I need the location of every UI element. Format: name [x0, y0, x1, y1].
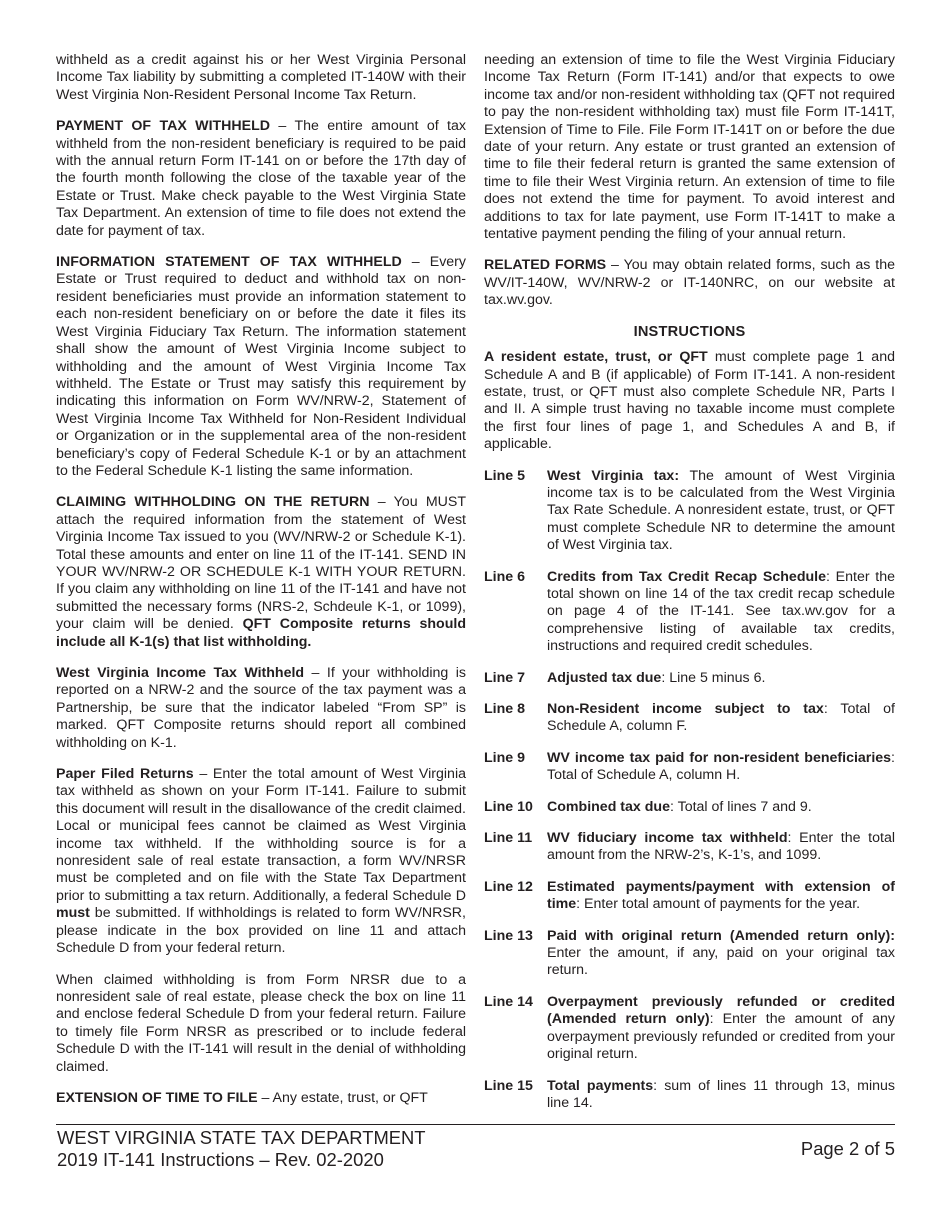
line-item: [484, 928, 895, 980]
line-label: Line 13: [484, 927, 533, 944]
line-body: [547, 928, 895, 980]
line-body: [547, 994, 895, 1064]
line-text: Enter the amount, if any, paid on your original tax return.: [547, 945, 895, 979]
line-title: Total payments: [547, 1077, 654, 1094]
nrsr-withholding-paragraph: When claimed withholding is from Form NRSR due to a nonresident sale of real estate, please check the box on line 11 and enclose federal Schedule D from your federal return. Failure to timely file Form NRSR as prescribed or to include federal Schedule D with the IT-141 will result in the denial of withholding claimed.: [56, 971, 466, 1075]
information-statement-heading: INFORMATION STATEMENT OF TAX WITHHELD: [56, 254, 402, 271]
line-label: Line 10: [484, 798, 533, 815]
line-title: Paid with original return (Amended return only):: [547, 927, 895, 944]
related-forms-heading: RELATED FORMS: [484, 257, 607, 274]
extension-continued-paragraph: needing an extension of time to file the West Virginia Fiduciary Income Tax Return (Form IT-141) and/or that expects to owe income tax and/or non-resident withholding tax (QFT not required to pay the non-resident withholding tax) must file Form IT-141T, Extension of Time to File. File Form IT-141T on or before the due date of your return. Any estate or trust granted an extension of time to file their federal return is granted the same extension of time to file their West Virginia return. An extension of time to file does not extend the time for payment. To avoid interest and additions to tax for late payment, use Form IT-141T to make a tentative payment pending the filing of your annual return.: [484, 52, 895, 243]
line-item: [484, 879, 895, 914]
instructions-heading: INSTRUCTIONS: [633, 323, 746, 340]
page-number: Page 2 of 5: [800, 1138, 895, 1159]
line-text: : Enter total amount of payments for the year.: [576, 896, 861, 913]
line-title: WV fiduciary income tax withheld: [547, 830, 788, 847]
line-title: Combined tax due: [547, 798, 670, 815]
line-item: [484, 468, 895, 555]
extension-of-time-text: – Any estate, trust, or QFT: [257, 1089, 428, 1106]
extension-of-time-paragraph: [56, 1090, 466, 1107]
line-body: [547, 1078, 895, 1113]
line-label: Line 5: [484, 467, 525, 484]
related-forms-paragraph: [484, 257, 895, 309]
line-text: : sum of lines 11 through 13, minus line 14.: [547, 1077, 895, 1111]
line-title: WV income tax paid for non-resident beneficiaries: [547, 749, 892, 766]
line-label: Line 14: [484, 993, 533, 1010]
right-column: [484, 52, 895, 1126]
wv-income-tax-withheld-heading: West Virginia Income Tax Withheld: [56, 665, 305, 681]
claiming-withholding-note: QFT Composite returns should include all K-1(s) that list withholding.: [56, 616, 466, 650]
line-body: [547, 670, 895, 687]
line-text: : Total of Schedule A, column H.: [547, 749, 895, 784]
left-column: [56, 52, 466, 1121]
line-title: Estimated payments/payment with extension of time: [547, 878, 895, 913]
line-title: Adjusted tax due: [547, 669, 662, 686]
line-body: [547, 879, 895, 914]
paper-filed-returns-must: must: [56, 905, 90, 922]
line-item: [484, 670, 895, 687]
line-item: [484, 1078, 895, 1113]
related-forms-text: – You may obtain related forms, such as the WV/IT-140W, WV/NRW-2 or IT-140NRC, on our website at tax.wv.gov.: [484, 257, 895, 309]
footer-left: [57, 1127, 426, 1171]
line-label: Line 9: [484, 749, 525, 766]
line-body: [547, 830, 895, 865]
wv-income-tax-withheld-text: – If your withholding is reported on a NRW-2 and the source of the tax payment was a Partnership, be sure that the indicator labeled “From SP” is marked. QFT Composite returns should report all combined withholding on K-1.: [56, 665, 466, 751]
payment-of-tax-withheld-paragraph: [56, 118, 466, 240]
line-item: [484, 569, 895, 656]
information-statement-paragraph: [56, 254, 466, 480]
paper-filed-returns-text-end: be submitted. If withholdings is related to form WV/NRSR, please indicate in the box provided on line 11 and attach Schedule D from your federal return.: [56, 905, 466, 957]
line-item: [484, 701, 895, 736]
footer-form-title: 2019 IT-141 Instructions – Rev. 02-2020: [57, 1149, 384, 1170]
resident-estate-text: must complete page 1 and Schedule A and B (if applicable) of Form IT-141. A non-resident estate, trust, or QFT must also complete Schedule NR, Parts I and II. A simple trust having no taxable income must complete the first four lines of page 1, and Schedules A and B, if applicable.: [484, 349, 895, 453]
line-item: [484, 994, 895, 1064]
line-text: : Enter the total amount from the NRW-2’s, K-1’s, and 1099.: [547, 830, 895, 864]
withholding-continued-paragraph: withheld as a credit against his or her West Virginia Personal Income Tax liability by submitting a completed IT-140W with their West Virginia Non-Resident Personal Income Tax Return.: [56, 52, 466, 103]
line-body: [547, 799, 895, 816]
line-body: [547, 701, 895, 736]
line-text: : Enter the total shown on line 14 of the tax credit recap schedule on page 4 of the IT-141. See tax.wv.gov for a comprehensive listing of available tax credits, instructions and required credit schedules.: [547, 568, 895, 655]
paper-filed-returns-paragraph: [56, 766, 466, 957]
line-label: Line 12: [484, 878, 533, 895]
line-label: Line 11: [484, 830, 533, 847]
payment-of-tax-withheld-heading: PAYMENT OF TAX WITHHELD: [56, 118, 271, 135]
line-title: West Virginia tax:: [547, 467, 680, 484]
line-label: Line 15: [484, 1077, 533, 1094]
line-label: Line 7: [484, 669, 525, 686]
line-title: Non-Resident income subject to tax: [547, 701, 824, 717]
claiming-withholding-text: – You MUST attach the required information from the statement of West Virginia Income Tax issued to you (WV/NRW-2 or Schedule K-1). Total these amounts and enter on line 11 of the IT-141. SEND IN YOUR WV/NRW-2 OR SCHEDULE K-1 WITH YOUR RETURN. If you claim any withholding on line 11 of the IT-141 and have not submitted the necessary forms (NRS-2, Schdeule K-1, or 1099), your claim will be denied.: [56, 494, 467, 633]
resident-estate-paragraph: [484, 349, 895, 453]
footer-department: WEST VIRGINIA STATE TAX DEPARTMENT: [57, 1127, 426, 1148]
line-text: : Enter the amount of any overpayment previously refunded or credited from your original return.: [547, 1011, 895, 1063]
line-text: : Line 5 minus 6.: [661, 669, 766, 686]
claiming-withholding-heading: CLAIMING WITHHOLDING ON THE RETURN: [56, 494, 370, 511]
line-label: Line 8: [484, 701, 525, 717]
line-item: [484, 830, 895, 865]
line-text: The amount of West Virginia income tax is to be calculated from the West Virginia Tax Rate Schedule. A nonresident estate, trust, or QFT must complete Schedule NR to determine the amount of West Virginia tax.: [547, 467, 896, 554]
resident-estate-heading: A resident estate, trust, or QFT: [484, 349, 708, 366]
line-body: [547, 569, 895, 656]
line-body: [547, 468, 895, 555]
line-title: Overpayment previously refunded or credited (Amended return only): [547, 993, 895, 1028]
line-label: Line 6: [484, 568, 525, 585]
payment-of-tax-withheld-text: – The entire amount of tax withheld from the non-resident beneficiary is required to be paid with the annual return Form IT-141 on or before the 17th day of the fourth month following the close of the taxable year of the Estate or Trust. Make check payable to the West Virginia State Tax Department. An extension of time to file does not extend the date for payment of tax.: [56, 118, 466, 239]
line-title: Credits from Tax Credit Recap Schedule: [547, 568, 826, 585]
paper-filed-returns-heading: Paper Filed Returns: [56, 766, 194, 783]
information-statement-text: – Every Estate or Trust required to deduct and withhold tax on non-resident beneficiaries must provide an information statement to each non-resident beneficiary on or before the date it files its West Virginia Fiduciary Tax Return. The information statement shall show the amount of West Virginia Income subject to withholding and the amount of West Virginia Income Tax withheld. The Estate or Trust may satisfy this requirement by indicating this information on Form WV/NRW-2, Statement of West Virginia Income Tax Withheld for Non-Resident Individual or Organization or in the supplemental area of the non-resident beneficiary’s copy of Federal Schedule K-1 or by an attachment to the Federal Schedule K-1 listing the same information.: [56, 254, 466, 479]
line-text: : Total of lines 7 and 9.: [669, 798, 812, 815]
wv-income-tax-withheld-paragraph: [56, 665, 466, 752]
extension-of-time-heading: EXTENSION OF TIME TO FILE: [56, 1089, 258, 1106]
line-body: [547, 750, 895, 785]
line-item: [484, 750, 895, 785]
paper-filed-returns-text: – Enter the total amount of West Virginia tax withheld as shown on your Form IT-141. Failure to submit this document will result in the disallowance of the credit claimed. Local or municipal fees cannot be claimed as West Virginia income tax withheld. If the withholding source is for a nonresident sale of real estate transaction, a form WV/NRSR must be completed and on file with the State Tax Department prior to submitting a tax return. Additionally, a federal Schedule D: [56, 766, 466, 904]
footer-divider: [56, 1124, 895, 1125]
line-text: : Total of Schedule A, column F.: [547, 701, 895, 735]
claiming-withholding-paragraph: [56, 494, 466, 651]
line-item: [484, 799, 895, 816]
